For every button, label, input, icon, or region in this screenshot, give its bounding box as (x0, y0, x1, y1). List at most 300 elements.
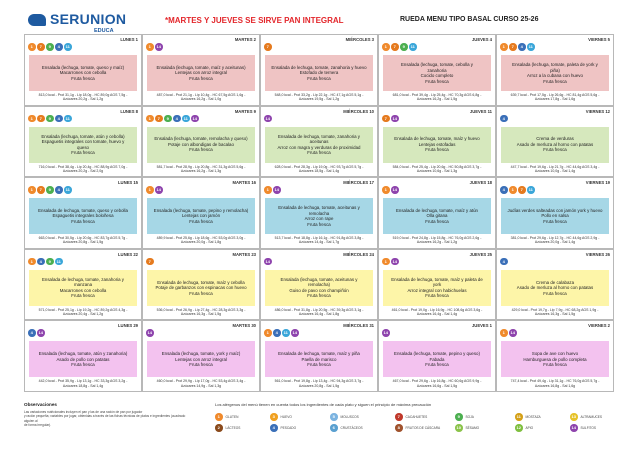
legend-label: MOSTAZA (525, 414, 541, 419)
dish-line: Fruta fresca (189, 75, 213, 81)
nutrition-line: Azúcares 16,6g - Sal 1,5g (416, 383, 458, 388)
nutrition-line: Azúcares 20,2g - Sal 1,2g (62, 97, 104, 102)
allergen-icon: 8 (395, 424, 403, 432)
nutrition-line: 716,0 kcal - Prot 38,4g - Lip 20,4g - HC 88,9g AGS 7,0g - (38, 164, 128, 169)
legend-label: APIO (525, 425, 534, 430)
allergen-chips (382, 329, 390, 337)
legend-label: CRUSTÁCEOS (340, 425, 363, 430)
allergen-chip-icon: 14 (274, 187, 279, 193)
allergen-icon: 11 (516, 414, 521, 419)
day-cell (496, 177, 614, 249)
nutrition-line: 447,7 kcal - Prot 19,6g - Lip 21,7g - HC 44,6g AGS 3,4g - (510, 164, 600, 169)
bread-notice: *MARTES Y JUEVES SE SIRVE PAN INTEGRAL (165, 16, 344, 25)
day-cell (142, 320, 260, 392)
dish-line: Fruta fresca (307, 75, 331, 81)
allergen-icon: 9 (455, 413, 463, 421)
dish-line: Fruta fresca (307, 362, 331, 368)
dish-line: Hamburguesa de pollo completa (523, 356, 587, 362)
dish-line: Fabada (429, 356, 445, 362)
dish-line: Arroz integral con habichuelas (407, 287, 467, 293)
allergen-chip-icon: 9 (46, 115, 54, 123)
allergen-legend (215, 413, 615, 435)
dish-line: Crema de verduras (536, 136, 574, 142)
dish-line: aceitunas (309, 139, 329, 145)
nutrition-line: 442,0 kcal - Prot 35,9g - Lip 13,1g - HC 33,3g AGS 3,2g - (38, 379, 128, 384)
dish-line: Fruta fresca (189, 290, 213, 296)
nutrition-line: Azúcares 10,6g - Sal 1,3g (416, 168, 458, 173)
dish-line: Ensalada de lechuga, tomate, zanahoria y (277, 133, 360, 139)
nutrition-info (500, 93, 610, 101)
allergen-chip-icon: 14 (38, 330, 43, 336)
dish-line: Lentejas con arroz integral (175, 70, 227, 76)
allergen-chip-icon: 7 (37, 115, 45, 123)
allergen-chips (28, 186, 72, 194)
allergen-chip-icon: 7 (37, 43, 45, 51)
dish-line: Ensalada (lechuga, tomate, atún y zanahoria) (38, 351, 128, 357)
allergen-chips (264, 329, 299, 337)
observations-text (24, 410, 192, 427)
dish-line: Ensalada de lechuga, tomate, aceitunas y (278, 205, 360, 211)
dish-line: Paella de marisco (301, 356, 337, 362)
dish-line: Fruta fresca (189, 218, 213, 224)
dish-line: Ensalada (lechuga, tomate, pepino y remolacha) (153, 207, 249, 213)
nutrition-line: 663,0 kcal - Prot 30,5g - Lip 20,6g - HC 83,7g AGS 5,7g - (38, 236, 128, 241)
allergen-chip-icon: 4 (37, 258, 45, 266)
legend-label: SÉSAMO (465, 425, 480, 430)
nutrition-info (264, 236, 374, 244)
allergen-chip-icon: 1 (28, 186, 36, 194)
day-label: LUNES 8 (120, 108, 138, 114)
legend-item (330, 424, 363, 432)
day-label: JUEVES 1 (471, 323, 492, 329)
day-label: MARTES 30 (232, 323, 256, 329)
nutrition-line: Azúcares 16,2g - Sal 1,5g (416, 97, 458, 102)
allergen-chips (500, 186, 535, 194)
dish-line: Espaguetis integrales boloñesa (52, 213, 114, 219)
day-label: VIERNES 26 (585, 251, 610, 257)
day-label: JUEVES 11 (469, 108, 492, 114)
allergen-chips (264, 186, 281, 194)
dish-line: Estofado de ternera (299, 70, 339, 76)
dish-line: Sopa de ave con huevo (531, 351, 579, 357)
nutrition-info (264, 308, 374, 316)
day-cell (378, 34, 496, 106)
day-cell (24, 34, 142, 106)
menu-dishes (29, 127, 137, 163)
allergen-chips (264, 43, 272, 51)
menu-dishes (501, 198, 609, 234)
nutrition-info (146, 236, 256, 244)
nutrition-info (500, 308, 610, 316)
allergen-chips (382, 43, 417, 51)
allergen-chip-icon: 1 (500, 329, 508, 337)
day-cell (142, 249, 260, 321)
nutrition-info (382, 93, 492, 101)
day-label: LUNES 15 (117, 180, 138, 186)
nutrition-line: 519,0 kcal - Prot 24,8g - Lip 15,8g - HC 76,0g AGS 2,6g - (392, 236, 482, 241)
nutrition-line: Azúcares 10,0g - Sal 1,4g (534, 168, 576, 173)
nutrition-line: Azúcares 20,8g - Sal 1,5g (298, 383, 340, 388)
allergen-chip-icon: 14 (265, 115, 270, 121)
day-label: MIÉRCOLES 31 (343, 323, 374, 329)
nutrition-info (146, 308, 256, 316)
legend-item (215, 424, 240, 432)
allergen-chip-icon: 14 (292, 330, 297, 336)
allergen-chip-icon: 9 (46, 43, 54, 51)
allergen-chip-icon: 14 (392, 187, 397, 193)
allergen-icon: 5 (330, 413, 338, 421)
dish-line: york (432, 282, 442, 288)
allergen-chip-icon: 1 (382, 43, 390, 51)
allergen-chip-icon: 4 (55, 186, 63, 194)
nutrition-info (28, 379, 138, 387)
menu-dishes (147, 55, 255, 91)
allergen-chip-icon: 4 (500, 115, 508, 123)
dish-line: Ensalada de lechuga, tomate, maíz y huevo (394, 136, 480, 142)
dish-line: Ensalada de lechuga, tomate, maíz y piña (278, 351, 360, 357)
allergen-chip-icon: 1 (28, 258, 36, 266)
allergen-icon: 6 (330, 424, 338, 432)
menu-dishes (147, 127, 255, 163)
nutrition-line: Azúcares 17,8g - Sal 1,6g (534, 97, 576, 102)
dish-line: Fruta fresca (307, 150, 331, 156)
day-label: VIERNES 5 (588, 37, 610, 42)
allergen-chip-icon: 14 (265, 258, 270, 264)
allergen-chip-icon: 4 (55, 43, 63, 51)
allergen-chip-icon: 14 (392, 115, 397, 121)
nutrition-info (264, 93, 374, 101)
allergen-chip-icon: 4 (273, 329, 281, 337)
day-label: LUNES 22 (117, 251, 138, 257)
dish-line: Fruta fresca (71, 293, 95, 299)
allergen-icon: 7 (395, 413, 403, 421)
dish-line: remolacha) (308, 282, 330, 288)
observation-line: y ración pequeña; variables por jugar, obtenidas a través de las fichas técnicas de platos e ingredientes (cuadrado alguien al (24, 414, 186, 423)
dish-line: Asado de merluza al horno con patatas (516, 141, 594, 147)
dish-line: piña) (550, 67, 560, 73)
dish-line: Judías verdes salteadas con jamón york y huevo (507, 207, 603, 213)
dish-line: Potaje de garbanzos con espinacas con huevo (155, 285, 247, 291)
legend-item (270, 424, 296, 432)
legend-label: ALTRAMUCES (580, 414, 603, 419)
day-label: JUEVES 25 (469, 251, 492, 257)
allergen-chip-icon: 14 (192, 115, 197, 121)
allergen-chip-icon: 7 (509, 43, 517, 51)
allergen-chip-icon: 4 (55, 115, 63, 123)
nutrition-line: 581,7 kcal - Prot 28,9g - Lip 20,8g - HC 31,3g AGS 5,6g - (156, 164, 246, 169)
dish-line: Arroz a la cubana con huevo (527, 73, 583, 78)
allergen-chip-icon: 1 (500, 43, 508, 51)
menu-dishes (265, 198, 373, 234)
day-label: VIERNES 12 (585, 108, 610, 114)
day-cell (24, 249, 142, 321)
allergen-icon: 12 (516, 425, 521, 430)
dish-line: Fruta fresca (543, 290, 567, 296)
dish-line: Ensalada de lechuga, tomate, maíz y cebolla (157, 279, 245, 285)
allergen-note: Los alérgenos del menú tienen en cuenta todos los ingredientes de cada plato y siguen el principio de máxima precaución (215, 402, 432, 407)
legend-item (515, 424, 533, 432)
dish-line: Ensalada de lechuga, tomate, zanahoria y huevo (271, 64, 367, 70)
menu-dishes (265, 127, 373, 163)
nutrition-line: 747,4 kcal - Prot 49,4g - Lip 31,1g - HC 76,0g AGS 5,7g - (510, 379, 600, 384)
dish-line: Pollo en salsa (541, 213, 569, 219)
dish-line: Fruta fresca (71, 75, 95, 81)
nutrition-line: Azúcares 16,8g - Sal 1,6g (534, 383, 576, 388)
nutrition-line: Azúcares 16,2g - Sal 1,0g (180, 97, 222, 102)
brand-name: SERUNION (50, 11, 127, 27)
day-label: JUEVES 4 (471, 37, 492, 42)
allergen-chips (382, 186, 399, 194)
allergen-chip-icon: 14 (156, 44, 161, 49)
dish-line: manzana (73, 282, 93, 288)
dish-line: Ensalada (lechuga, tomate, pepino y queso) (394, 351, 480, 357)
dish-line: Fruta fresca (543, 78, 567, 84)
logo-wave-icon (28, 14, 46, 26)
allergen-chip-icon: 7 (382, 115, 390, 123)
day-label: MIÉRCOLES 24 (343, 251, 374, 257)
dish-line: Fruta fresca (425, 293, 449, 299)
day-label: MARTES 23 (232, 251, 256, 257)
allergen-chip-icon: 4 (500, 186, 508, 194)
allergen-icon: 1 (215, 413, 223, 421)
dish-line: Lentejas estofadas (418, 141, 456, 147)
menu-dishes (147, 270, 255, 306)
dish-line: Asado de pollo con patatas (56, 356, 110, 362)
allergen-chips (382, 115, 399, 123)
allergen-chip-icon: 14 (392, 258, 397, 264)
nutrition-line: Azúcares 20,0g - Sal 1,8g (180, 240, 222, 245)
allergen-chip-icon: 11 (56, 258, 61, 264)
dish-line: Ensalada de lechuga, tomate, zanahoria y (41, 276, 124, 282)
allergen-chip-icon: 7 (518, 186, 526, 194)
legend-label: FRUTOS DE CÁSCARA (405, 425, 441, 430)
nutrition-line: 460,0 kcal - Prot 29,9g - Lip 17,0g - HC 53,4g AGS 3,4g - (156, 379, 246, 384)
allergen-chip-icon: 7 (37, 186, 45, 194)
allergen-chip-icon: 14 (156, 187, 161, 193)
allergen-chip-icon: 7 (391, 43, 399, 51)
allergen-chips (28, 115, 72, 123)
dish-line: Ensalada de lechuga, tomate, queso y cebolla (38, 207, 128, 213)
nutrition-line: 681,0 kcal - Prot 39,4g - Lip 25,4g - HC 70,3g AGS 6,8g - (392, 93, 482, 97)
dish-line: Macarrones con cebolla (59, 70, 107, 76)
menu-dishes (265, 270, 373, 306)
legend-item (395, 413, 427, 421)
menu-dishes (383, 55, 491, 91)
legend-item (515, 413, 541, 421)
nutrition-line: Azúcares 20,8g - Sal 1,5g (62, 240, 104, 245)
legend-label: MOLUSCOS (340, 414, 359, 419)
dish-line: Ensalada (lechuga, tomate, maíz y aceitunas) (156, 64, 246, 70)
allergen-chip-icon: 9 (46, 186, 54, 194)
allergen-chip-icon: 11 (65, 44, 70, 49)
allergen-chip-icon: 9 (400, 43, 408, 51)
dish-line: Fruta fresca (425, 218, 449, 224)
dish-line: Espaguetis integrales con tomate, huevo y (41, 139, 125, 145)
nutrition-line: 513,7 kcal - Prot 18,8g - Lip 16,1g - HC 91,8g AGS 3,8g - (274, 236, 364, 241)
allergen-chip-icon: 1 (146, 186, 154, 194)
allergen-chips (382, 258, 399, 266)
day-cell (378, 177, 496, 249)
dish-line: Asado de merluza al horno con patatas (516, 285, 594, 291)
dish-line: Fruta fresca (543, 218, 567, 224)
observation-line: Las variaciones nutricionales incluyen el pan y las de una ración de pan por jugador (24, 410, 143, 414)
observations-title: Observaciones (24, 402, 57, 407)
day-cell (24, 320, 142, 392)
legend-item (455, 424, 479, 432)
legend-item (570, 424, 596, 432)
nutrition-line: Azúcares 16,2g - Sal 1,3g (180, 168, 222, 173)
day-label: LUNES 29 (117, 323, 138, 329)
allergen-chips (500, 43, 535, 51)
dish-line: remolacha (308, 210, 330, 216)
nutrition-info (500, 379, 610, 387)
dish-line: Arroz con rape (304, 216, 334, 222)
allergen-chips (28, 329, 45, 337)
allergen-chip-icon: 1 (264, 186, 272, 194)
legend-label: PESCADO (280, 425, 297, 430)
dish-line: Ensalada (lechuga, tomate, york y maíz) (161, 351, 241, 357)
dish-line: zanahoria (427, 67, 447, 73)
allergen-chip-icon: 11 (183, 115, 188, 121)
menu-dishes (501, 55, 609, 91)
menu-dishes (501, 127, 609, 163)
menu-dishes (265, 55, 373, 91)
nutrition-line: Azúcares 16,3g - Sal 1,5g (180, 311, 222, 316)
allergen-chips (146, 258, 154, 266)
dish-line: Lentejas con jamón (181, 213, 221, 219)
allergen-chips (500, 329, 517, 337)
legend-label: GLUTEN (225, 414, 239, 419)
dish-line: Ensalada (lechuga, tomate, cebolla y (400, 62, 473, 67)
dish-line: Fruta fresca (425, 362, 449, 368)
day-cell (378, 320, 496, 392)
dish-line: queso (77, 144, 89, 150)
allergen-chip-icon: 11 (410, 44, 415, 49)
dish-line: Fruta fresca (71, 362, 95, 368)
allergen-chip-icon: 1 (146, 43, 154, 51)
dish-line: Cocido completo (420, 73, 454, 78)
menu-dishes (501, 270, 609, 306)
legend-label: SOJA (465, 414, 474, 419)
allergen-chip-icon: 4 (518, 43, 526, 51)
observation-line: de forma irregular). (24, 422, 52, 427)
nutrition-info (500, 165, 610, 173)
legend-label: SULFITOS (580, 425, 597, 430)
legend-label: LÁCTEOS (225, 425, 241, 430)
nutrition-line: 489,9 kcal - Prot 25,6g - Lip 18,6g - HC 53,0g AGS 3,0g - (156, 236, 246, 241)
nutrition-info (28, 236, 138, 244)
allergen-chip-icon: 11 (528, 44, 533, 49)
day-cell (378, 106, 496, 178)
allergen-chips (146, 186, 163, 194)
dish-line: Macarrones con cebolla (59, 287, 107, 293)
menu-dishes (383, 198, 491, 234)
day-cell (142, 34, 260, 106)
nutrition-line: 548,0 kcal - Prot 33,2g - Lip 22,1g - HC 47,1g AGS 5,1g - (274, 93, 364, 97)
legend-item (455, 413, 474, 421)
allergen-chip-icon: 11 (283, 330, 288, 336)
menu-title: RUEDA MENU TIPO BASAL CURSO 25-26 (400, 16, 539, 23)
allergen-chip-icon: 9 (164, 115, 172, 123)
nutrition-info (28, 93, 138, 101)
allergen-chip-icon: 14 (510, 330, 515, 336)
dish-line: Fruta fresca (425, 78, 449, 84)
day-cell (260, 320, 378, 392)
allergen-chips (500, 115, 508, 123)
day-cell (260, 177, 378, 249)
day-cell (24, 106, 142, 178)
nutrition-line: 561,0 kcal - Prot 19,8g - Lip 13,4g - HC 94,3g AGS 3,7g - (274, 379, 364, 384)
nutrition-line: 381,0 kcal - Prot 29,6g - Lip 12,7g - HC 44,6g AGS 2,9g - (510, 236, 600, 241)
allergen-icon: 14 (571, 425, 576, 430)
menu-dishes (501, 341, 609, 377)
menu-dishes (383, 270, 491, 306)
allergen-chip-icon: 11 (528, 187, 533, 193)
dish-line: Fruta fresca (71, 218, 95, 224)
nutrition-info (382, 379, 492, 387)
nutrition-line: 639,7 kcal - Prot 17,5g - Lip 26,6g - HC 81,4g AGS 5,6g - (510, 93, 600, 97)
brand-sub: EDUCA (94, 28, 114, 34)
allergen-chip-icon: 1 (382, 258, 390, 266)
nutrition-line: Azúcares 16,2g - Sal 1,2g (416, 240, 458, 245)
nutrition-info (264, 165, 374, 173)
serunion-logo (28, 10, 138, 36)
allergen-chip-icon: 11 (65, 187, 70, 193)
nutrition-line: Azúcares 20,4g - Sal 1,2g (62, 311, 104, 316)
menu-dishes (29, 55, 137, 91)
nutrition-line: Azúcares 14,9g - Sal 1,3g (180, 383, 222, 388)
allergen-chip-icon: 9 (46, 258, 54, 266)
dish-line: Ensalada (lechuga, tomate, queso y maíz) (41, 64, 125, 70)
menu-dishes (265, 341, 373, 377)
dish-line: Ensalada (lechuga, tomate, remolacha y queso) (154, 136, 248, 142)
allergen-chip-icon: 4 (500, 258, 508, 266)
nutrition-line: 536,0 kcal - Prot 26,9g - Lip 27,4g - HC 28,3g AGS 3,3g - (156, 307, 246, 312)
nutrition-line: Azúcares 16,4g - Sal 1,4g (416, 311, 458, 316)
allergen-chip-icon: 14 (147, 330, 152, 336)
allergen-chip-icon: 7 (155, 115, 163, 123)
dish-line: Ensalada de lechuga, tomate, maíz y atún (395, 207, 478, 213)
allergen-icon: 2 (215, 424, 223, 432)
nutrition-line: 813,0 kcal - Prot 31,1g - Lip 18,0g - HC 89,0g AGS 7,5g - (38, 93, 128, 97)
day-cell (260, 106, 378, 178)
menu-dishes (29, 198, 137, 234)
day-cell (142, 177, 260, 249)
allergen-chips (28, 258, 63, 266)
day-label: MIÉRCOLES 10 (343, 108, 374, 114)
menu-dishes (147, 341, 255, 377)
dish-line: Fruta fresca (307, 221, 331, 227)
menu-dishes (383, 341, 491, 377)
nutrition-line: Azúcares 19,5g - Sal 1,2g (298, 97, 340, 102)
dish-line: Ensalada (lechuga, tomate, paleta de york y (512, 62, 598, 67)
legend-item (330, 413, 359, 421)
nutrition-line: Azúcares 14,4g - Sal 1,7g (298, 240, 340, 245)
menu-dishes (383, 127, 491, 163)
legend-item (215, 413, 238, 421)
nutrition-info (146, 165, 256, 173)
menu-dishes (147, 198, 255, 234)
allergen-chip-icon: 4 (173, 115, 181, 123)
allergen-chips (500, 258, 508, 266)
day-label: MARTES 9 (234, 108, 256, 114)
nutrition-line: 628,0 kcal - Prot 28,3g - Lip 19,0g - HC 93,7g AGS 5,7g - (274, 164, 364, 169)
nutrition-info (146, 379, 256, 387)
day-label: MARTES 16 (232, 180, 256, 186)
dish-line: Crema de calabaza (535, 279, 575, 285)
nutrition-info (264, 379, 374, 387)
allergen-chip-icon: 7 (264, 43, 272, 51)
